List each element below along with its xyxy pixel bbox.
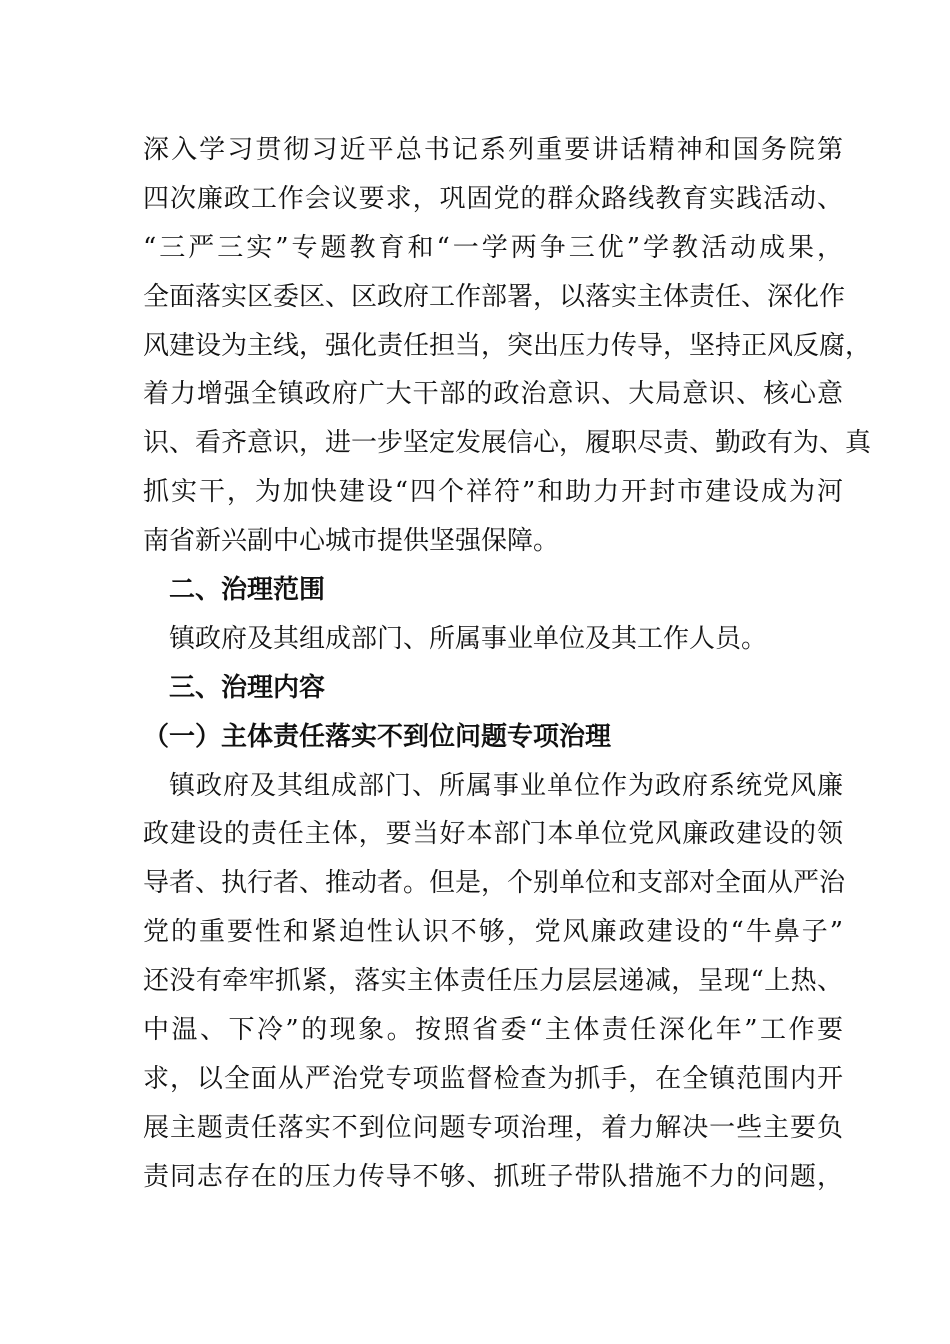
- paragraph-line: 党的重要性和紧迫性认识不够，党风廉政建设的“牛鼻子”: [143, 917, 843, 948]
- scope-text: 镇政府及其组成部门、所属事业单位及其工作人员。: [169, 623, 768, 654]
- paragraph-line: 南省新兴副中心城市提供坚强保障。: [143, 526, 560, 557]
- paragraph-line: 抓实干，为加快建设“四个祥符”和助力开封市建设成为河: [143, 477, 843, 508]
- paragraph-line: 风建设为主线，强化责任担当，突出压力传导，坚持正风反腐，: [143, 330, 872, 361]
- paragraph-line: 深入学习贯彻习近平总书记系列重要讲话精神和国务院第: [143, 135, 843, 165]
- paragraph-line: 全面落实区委区、区政府工作部署，以落实主体责任、深化作: [143, 281, 846, 312]
- paragraph-line: 中温、下冷”的现象。按照省委“主体责任深化年”工作要: [143, 1015, 843, 1046]
- paragraph-line: 导者、执行者、推动者。但是，个别单位和支部对全面从严治: [143, 868, 846, 899]
- document-body: [143, 126, 872, 1202]
- paragraph-line: “三严三实”专题教育和“一学两争三优”学教活动成果，: [143, 232, 843, 263]
- section-heading-content: 三、治理内容: [169, 672, 326, 703]
- subsection-heading: （一）主体责任落实不到位问题专项治理: [143, 721, 612, 752]
- paragraph-line: 责同志存在的压力传导不够、抓班子带队措施不力的问题，: [143, 1161, 843, 1192]
- section-heading-scope: 二、治理范围: [169, 575, 326, 606]
- paragraph-line: 识、看齐意识，进一步坚定发展信心，履职尽责、勤政有为、真: [143, 428, 872, 459]
- paragraph-line: 展主题责任落实不到位问题专项治理，着力解决一些主要负: [143, 1112, 843, 1143]
- paragraph-line: 四次廉政工作会议要求，巩固党的群众路线教育实践活动、: [143, 183, 843, 214]
- paragraph-line: 还没有牵牢抓紧，落实主体责任压力层层递减，呈现“上热、: [143, 966, 843, 997]
- paragraph-line: 政建设的责任主体，要当好本部门本单位党风廉政建设的领: [143, 819, 843, 850]
- paragraph-line: 求，以全面从严治党专项监督检查为抓手，在全镇范围内开: [143, 1063, 843, 1094]
- paragraph-line: 着力增强全镇政府广大干部的政治意识、大局意识、核心意: [143, 379, 843, 410]
- paragraph-line: 镇政府及其组成部门、所属事业单位作为政府系统党风廉: [169, 770, 843, 801]
